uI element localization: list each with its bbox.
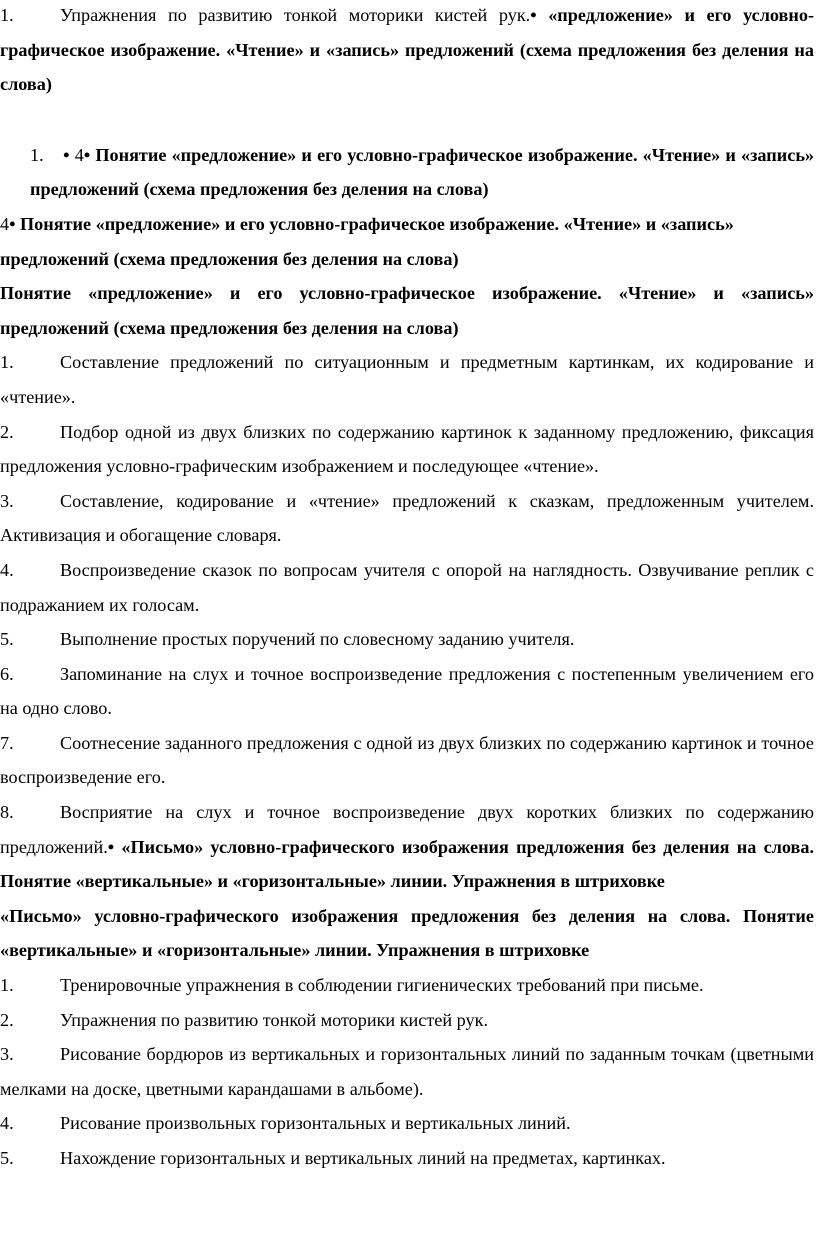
spacer [0, 102, 816, 138]
list-item [0, 484, 816, 553]
list-text: Рисование бордюров из вертикальных и горизонтальных линий по заданным точкам (цветными мелками на доске, цветными карандашами в альбоме). [0, 1044, 814, 1099]
list-text: Восприятие на слух и точное воспроизведение двух коротких близких по содержанию предложений. [0, 802, 814, 857]
list-number: 1. [0, 352, 14, 373]
list-number: 2. [0, 1009, 14, 1030]
list-text: Соотнесение заданного предложения с одной из двух близких по содержанию картинок и точное воспроизведение его. [0, 732, 814, 788]
list-item [0, 1141, 816, 1176]
list-text: Упражнения по развитию тонкой моторики кистей рук. [60, 1009, 488, 1030]
list-item [0, 657, 816, 726]
list-item [0, 1003, 816, 1038]
list-item [0, 726, 816, 795]
heading-text: Понятие «предложение» и его условно-графическое изображение. «Чтение» и «запись» предложений (схема предложения без деления на слова) [0, 213, 734, 269]
list-text: Составление, кодирование и «чтение» предложений к сказкам, предложенным учителем. Активизация и обогащение словаря. [0, 490, 814, 546]
heading-text: Понятие «предложение» и его условно-графическое изображение. «Чтение» и «запись» предложений (схема предложения без деления на слова) [30, 144, 815, 200]
activity-list-2 [0, 968, 816, 1176]
list-number: 4. [0, 1113, 14, 1134]
list-text: Нахождение горизонтальных и вертикальных линий на предметах, картинках. [60, 1148, 666, 1168]
list-text: Воспроизведение сказок по вопросам учителя с опорой на наглядность. Озвучивание реплик с подражанием их голосам. [0, 559, 814, 615]
bullet-icon: • [63, 144, 70, 165]
list-number: 4. [0, 559, 14, 580]
list-number: 6. [0, 663, 14, 684]
list-text: Запоминание на слух и точное воспроизведение предложения с постепенным увеличением его на одно слово. [0, 663, 814, 719]
list-number: 8. [0, 802, 14, 823]
bullet-icon: • [107, 836, 115, 857]
list-text: Выполнение простых поручений по словесному заданию учителя. [60, 629, 575, 650]
list-item [0, 1037, 816, 1106]
list-number: 1. [30, 144, 44, 165]
activity-list-1 [0, 345, 816, 899]
list-text: Рисование произвольных горизонтальных и вертикальных линий. [60, 1113, 571, 1134]
section-heading: «предложение» и его условно-графическое изображение. «Чтение» и «запись» предложений (схема предложения без деления на слова) [0, 5, 814, 95]
list-item [0, 415, 816, 484]
list-number: 1. [0, 975, 14, 996]
section-2-heading: «Письмо» условно-графического изображения предложения без деления на слова. Понятие «вертикальные» и «горизонтальные» линии. Упражнения в штриховке [0, 905, 814, 961]
list-number: 3. [0, 490, 14, 511]
repeat-heading-2 [0, 207, 816, 276]
list-item [0, 795, 816, 899]
list-text: Составление предложений по ситуационным и предметным картинкам, их кодирование и «чтение». [0, 352, 814, 407]
heading-prefix: 4 [0, 213, 10, 234]
bullet-icon: • [9, 213, 16, 234]
bullet-icon: • [530, 5, 537, 25]
list-number: 2. [0, 421, 14, 442]
section-heading: «Письмо» условно-графического изображения предложения без деления на слова. Понятие «вертикальные» и «горизонтальные» линии. Упражнения в штриховке [0, 836, 814, 892]
list-text: Подбор одной из двух близких по содержанию картинок к заданному предложению, фиксация предложения условно-графическим изображением и последующее «чтение». [0, 421, 814, 477]
intro-paragraph [0, 0, 816, 102]
list-number: 3. [0, 1044, 14, 1065]
list-text: Упражнения по развитию тонкой моторики кистей рук. [60, 5, 531, 25]
list-item [0, 1106, 816, 1141]
list-text: Тренировочные упражнения в соблюдении гигиенических требований при письме. [60, 975, 704, 996]
list-number: 5. [0, 1148, 14, 1168]
repeat-heading-3: Понятие «предложение» и его условно-графическое изображение. «Чтение» и «запись» предложений (схема предложения без деления на слова) [0, 283, 814, 338]
list-item [0, 622, 816, 657]
list-item [0, 345, 816, 414]
list-item [0, 553, 816, 622]
heading-prefix: 4 [74, 144, 84, 165]
list-number: 5. [0, 629, 14, 650]
list-number: 7. [0, 732, 14, 753]
bullet-icon: • [83, 144, 91, 165]
list-number: 1. [0, 5, 14, 25]
repeat-heading-1 [0, 138, 816, 207]
list-item [0, 968, 816, 1003]
